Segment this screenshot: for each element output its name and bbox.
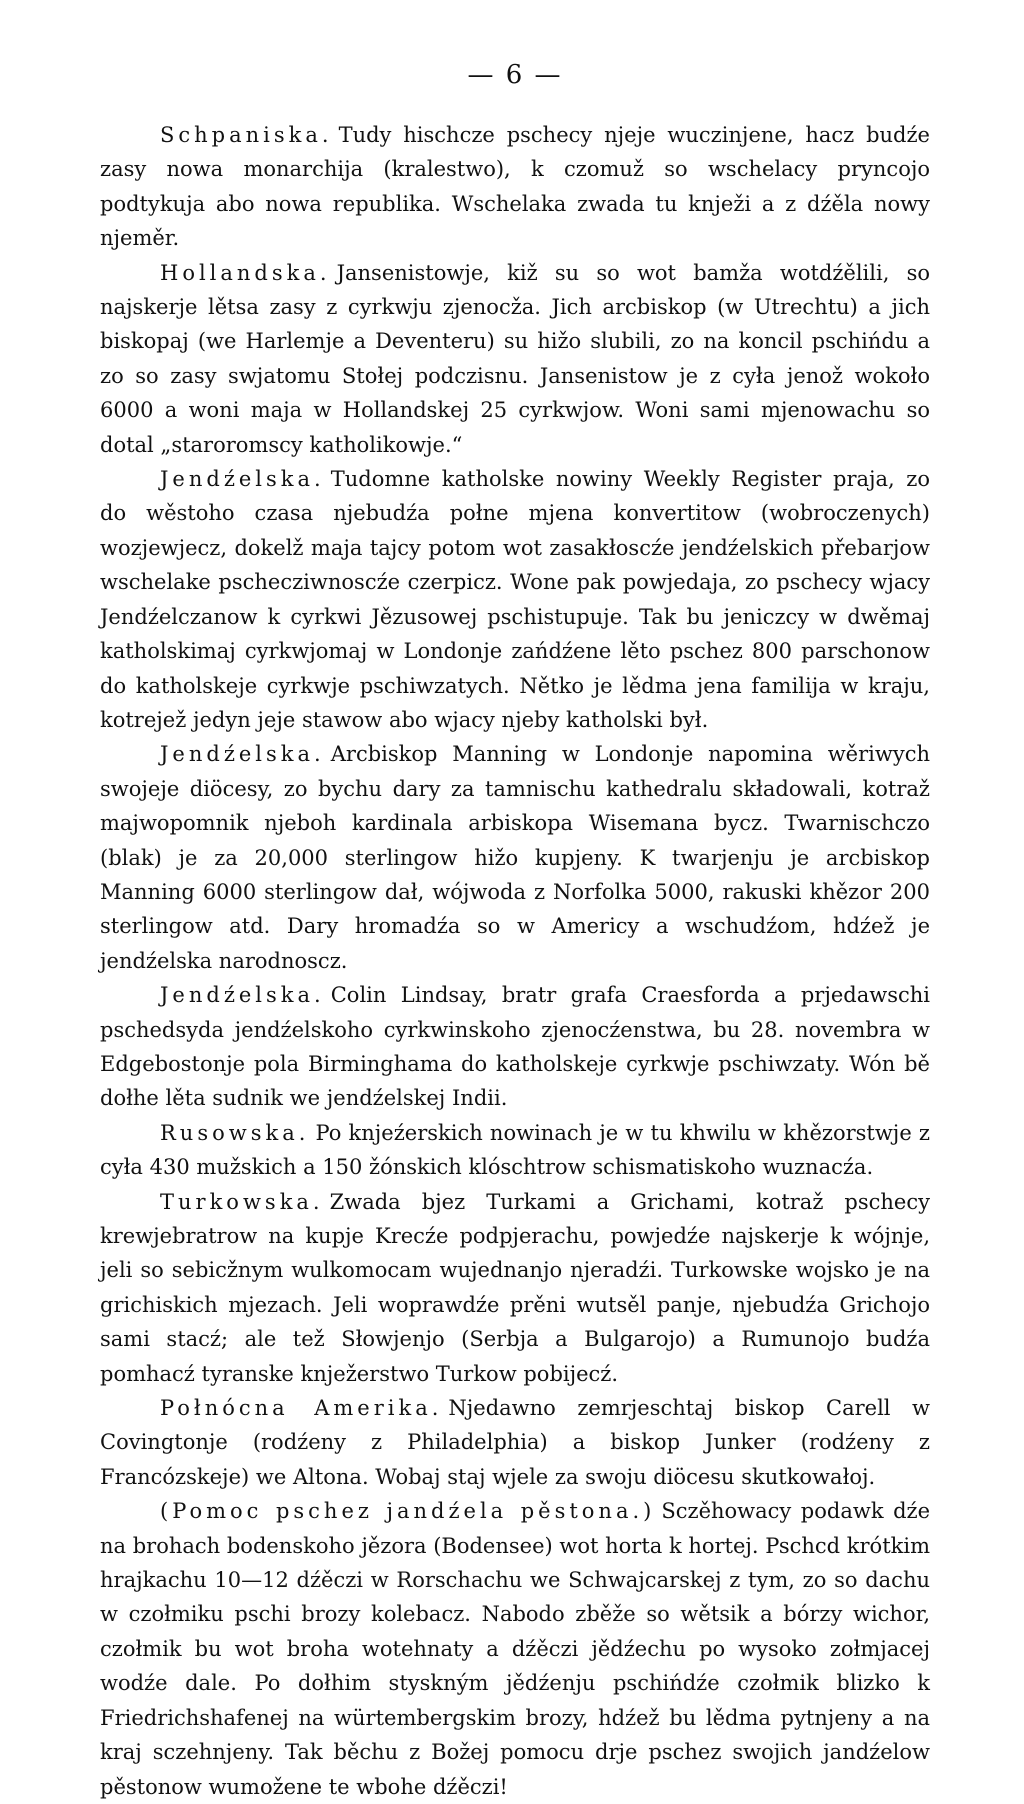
section-guardian-angel [100,1494,930,1804]
section-heading: Rusowska. [160,1120,310,1145]
section-heading: Turkowska. [160,1189,324,1214]
section-text: Tudy hischcze pschecy njeje wuczinjene, hacz budźe zasy nowa monarchija (kralestwo), k czomuž so wschelacy pryncojo podtykuja abo nowa republika. Wschelaka zwada tu knježi a z dźěla nowy njeměr. [100,123,930,251]
section-heading: Jendźelska. [160,983,325,1008]
section-text: Tudomne katholske nowiny Weekly Register praja, zo do wěstoho czasa njebudźa połne mjena konvertitow (wobroczenych) wozjewjecz, dokelž maja tajcy potom wot zasakłoscźe jendźelskich přebarjow wschelake pschecziwnoscźe czerpicz. Wone pak powjedaja, zo pschecy wjacy Jendźelczanow k cyrkwi Jězusowej pschistupuje. Tak bu jeniczcy w dwěmaj katholskimaj cyrkwjomaj w Londonje zańdźene lěto pschez 800 parschonow do katholskeje cyrkwje pschiwzatych. Nětko je lědma jena familija w kraju, kotrejež jedyn jeje stawow abo wjacy njeby katholski był. [100,467,930,732]
section-text: Po knjeźerskich nowinach je w tu khwilu w khězorstwje z cyła 430 mužskich a 150 žónskich klóschtrow schismatiskoho wuznacźa. [100,1120,930,1180]
section-text: Jansenistowje, kiž su so wot bamža wotdźělili, so najskerje lětsa zasy z cyrkwju zjenocža. Jich arcbiskop (w Utrechtu) a jich biskopaj (we Harlemje a Deventeru) su hižo slubili, zo na koncil pschińdu a zo so zasy swjatomu Stołej podczisnu. Jansenistow je z cyła jenož wokoło 6000 a woni maja w Hollandskej 25 cyrkwjow. Woni sami mjenowachu so dotal „staroromscy katholikowje.“ [100,260,930,457]
section-heading: Hollandska. [160,260,331,285]
section-heading: Jendźelska. [160,467,325,492]
page [100,60,930,1804]
section-north-america [100,1391,930,1494]
section-heading: Połnócna Amerika. [160,1396,443,1421]
section-heading: (Pomoc pschez jandźela pěstona.) [160,1499,656,1524]
section-text: Arcbiskop Manning w Londonje napomina wěriwych swojeje diöcesy, zo bychu dary za tamnischu kathedralu składowali, kotraž majwopomnik njeboh kardinala arbiskopa Wisemana bycz. Twarnischczo (blak) je za 20,000 sterlingow hižo kupjeny. K twarjenju je arcbiskop Manning 6000 sterlingow dał, wójwoda z Norfolka 5000, rakuski khězor 200 sterlingow atd. Dary hromadźa so w Americy a wschudźom, hdźež je jendźelska narodnoscz. [100,742,930,973]
section-heading: Schpaniska. [160,123,333,147]
page-number: — 6 — [467,60,563,90]
section-england-3 [100,978,930,1116]
section-heading: Jendźelska. [160,742,325,767]
section-turkey [100,1185,930,1391]
section-england-2 [100,737,930,978]
section-text: Njedawno zemrjeschtaj biskop Carell w Covingtonje (rodźeny z Philadelphia) a biskop Junker (rodźeny z Francózskeje) we Altona. Wobaj staj wjele za swoju diöcesu skutkowałoj. [100,1396,931,1489]
section-spain [100,118,930,256]
section-holland [100,256,930,462]
section-england-1 [100,462,930,737]
section-text: Colin Lindsay, bratr grafa Craesforda a prjedawschi pschedsyda jendźelskoho cyrkwinskoho zjenocźenstwa, bu 28. novembra w Edgebostonje pola Birminghama do katholskeje cyrkwje pschiwzaty. Wón bě dołhe lěta sudnik we jendźelskej Indii. [100,983,930,1111]
section-text: Zwada bjez Turkami a Grichami, kotraž pschecy krewjebratrow na kupje Krecźe podpjerachu, powjedźe najskerje k wójnje, jeli so sebicžnym wulkomocam wujednanjo njeradźi. Turkowske wojsko je na grichiskich mjezach. Jeli woprawdźe prěni wutsěl panje, njebudźa Grichojo sami stacź; ale tež Słowjenjo (Serbja a Bulgarojo) a Rumunojo budźa pomhacź tyranske knježerstwo Turkow pobijecź. [100,1189,930,1386]
section-text: Sczěhowacy podawk dźe na brohach bodenskoho jězora (Bodensee) wot horta k hortej. Pschcd krótkim hrajkachu 10—12 dźěczi w Rorschachu we Schwajcarskej z tym, zo so dachu w czołmiku pschi brozy kolebacz. Nabodo zběže so wětsik a bórzy wichor, czołmik bu wot broha wotehnaty a dźěczi jědźechu po wysoko zołmjacej wodźe dale. Po dołhim styskným jědźenju pschińdźe czołmik blizko k Friedrichshafenej na würtembergskim brozy, hdźež bu lědma pytnjeny a na kraj sczehnjeny. Tak běchu z Božej pomocu drje pschez swojich jandźelow pěstonow wumožene te wbohe dźěczi! [100,1499,931,1799]
section-russia [100,1116,930,1185]
